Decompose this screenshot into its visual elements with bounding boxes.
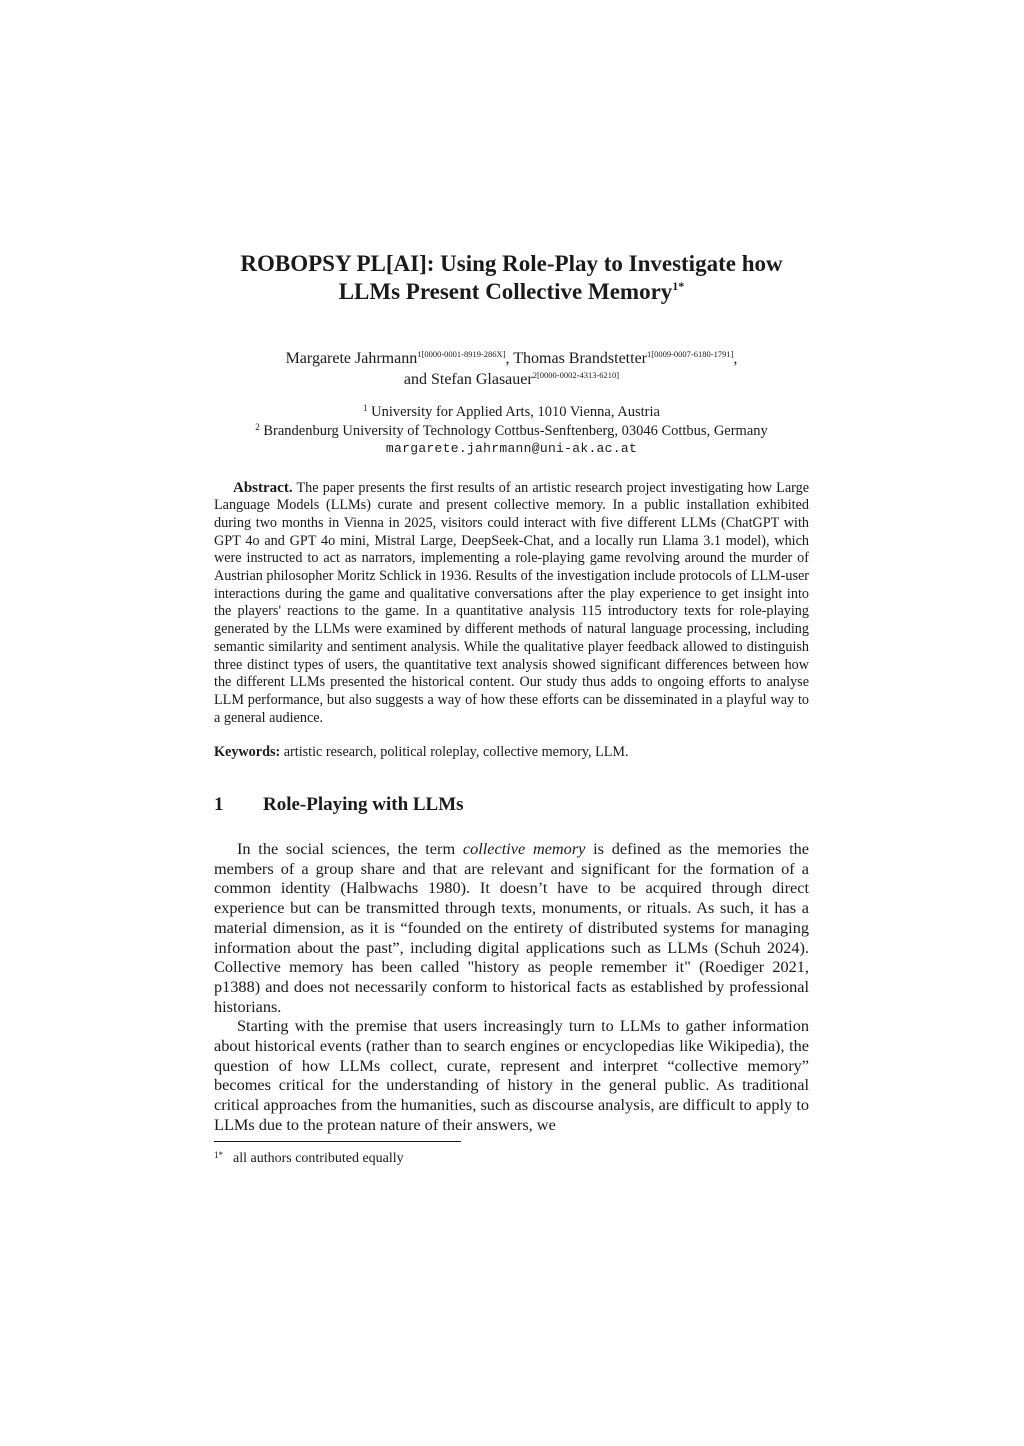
footnote-text: all authors contributed equally xyxy=(233,1150,404,1166)
title-line-1: ROBOPSY PL[AI]: Using Role-Play to Investigate how xyxy=(240,251,783,276)
author-orcid: 1[0000-0001-8919-286X] xyxy=(417,349,506,359)
abstract-text: The paper presents the first results of an artistic research project investigating how Large Language Models (LLMs) curate and present collective memory. In a public installation exhibited during two months in Vienna in 2025, visitors could interact with five different LLMs (ChatGPT with GPT 4o and GPT 4o mini, Mistral Large, DeepSeek-Chat, and a locally run Llama 3.1 model), which were instructed to act as narrators, implementing a role-playing game revolving around the murder of Austrian philosopher Moritz Schlick in 1936. Results of the investigation include protocols of LLM-user interactions during the game and qualitative conversations after the play experience to get insight into the players' reactions to the game. In a quantitative analysis 115 introductory texts for role-playing generated by the LLMs were examined by different methods of natural language processing, including semantic similarity and sentiment analysis. While the qualitative player feedback allowed to distinguish three distinct types of users, the quantitative text analysis showed significant differences between how the different LLMs presented the historical content. Our study thus adds to ongoing efforts to analyse LLM performance, but also suggests a way of how these efforts can be disseminated in a playful way to a general audience. xyxy=(214,479,809,726)
paragraph: Starting with the premise that users increasingly turn to LLMs to gather information about historical events (rather than to search engines or encyclopedias like Wikipedia), the question of how LLMs collect, curate, represent and interpret “collective memory” becomes critical for the understanding of history in the general public. As traditional critical approaches from the humanities, such as discourse analysis, are difficult to apply to LLMs due to the protean nature of their answers, we xyxy=(214,1016,809,1134)
section-number: 1 xyxy=(214,794,224,816)
section-body xyxy=(214,839,809,1135)
abstract xyxy=(214,480,809,728)
keywords xyxy=(214,744,809,762)
section-title: Role-Playing with LLMs xyxy=(263,794,464,816)
abstract-label: Abstract. xyxy=(233,479,293,496)
author-orcid: 1[0009-0007-6180-1791] xyxy=(647,349,734,359)
title-footnote-marker: 1* xyxy=(672,279,685,293)
affiliations xyxy=(214,403,809,459)
title-line-2: LLMs Present Collective Memory xyxy=(338,279,673,304)
author-list: Margarete Jahrmann$^{1[0000-0001-8919-286X]}$, Thomas Brandstetter$^{1[0009-0007-6180-1791]}$, and Stefan Glasauer$^{2[0000-0002-4313-6210]}$ xyxy=(285,349,738,388)
affiliation-2: $^2$ Brandenburg University of Technology Cottbus-Senftenberg, 03046 Cottbus, Germany xyxy=(255,421,768,439)
keywords-label: Keywords: xyxy=(214,744,281,761)
author-name: Thomas Brandstetter xyxy=(513,350,647,367)
author-name: and Stefan Glasauer xyxy=(403,371,533,388)
paper-page xyxy=(214,250,809,1167)
emphasized-term: collective memory xyxy=(462,839,586,859)
paragraph: In the social sciences, the term collective memory is defined as the memories the members of a group share and that are relevant and significant for the formation of a common identity (Halbwachs 1980). It doesn’t have to be acquired through direct experience but can be transmitted through texts, monuments, or rituals. As such, it has a material dimension, as it is “founded on the entirety of distributed systems for managing information about the past”, including digital applications such as LLMs (Schuh 2024). Collective memory has been called "history as people remember it" (Roediger 2021, p1388) and does not necessarily conform to historical facts as established by professional historians. xyxy=(214,839,809,1016)
section-heading xyxy=(214,794,809,816)
footnote-divider xyxy=(214,1141,461,1142)
contact-email[interactable]: margarete.jahrmann@uni-ak.ac.at xyxy=(385,441,638,456)
footnote-marker: 1* xyxy=(214,1149,223,1160)
author-orcid: 2[0000-0002-4313-6210] xyxy=(532,370,620,380)
author-name: Margarete Jahrmann xyxy=(285,350,418,367)
affiliation-1: $^1$ University for Applied Arts, 1010 Vienna, Austria xyxy=(363,403,660,420)
keywords-text: artistic research, political roleplay, collective memory, LLM. xyxy=(283,744,629,761)
paper-title xyxy=(214,250,809,306)
footnote xyxy=(214,1150,809,1167)
